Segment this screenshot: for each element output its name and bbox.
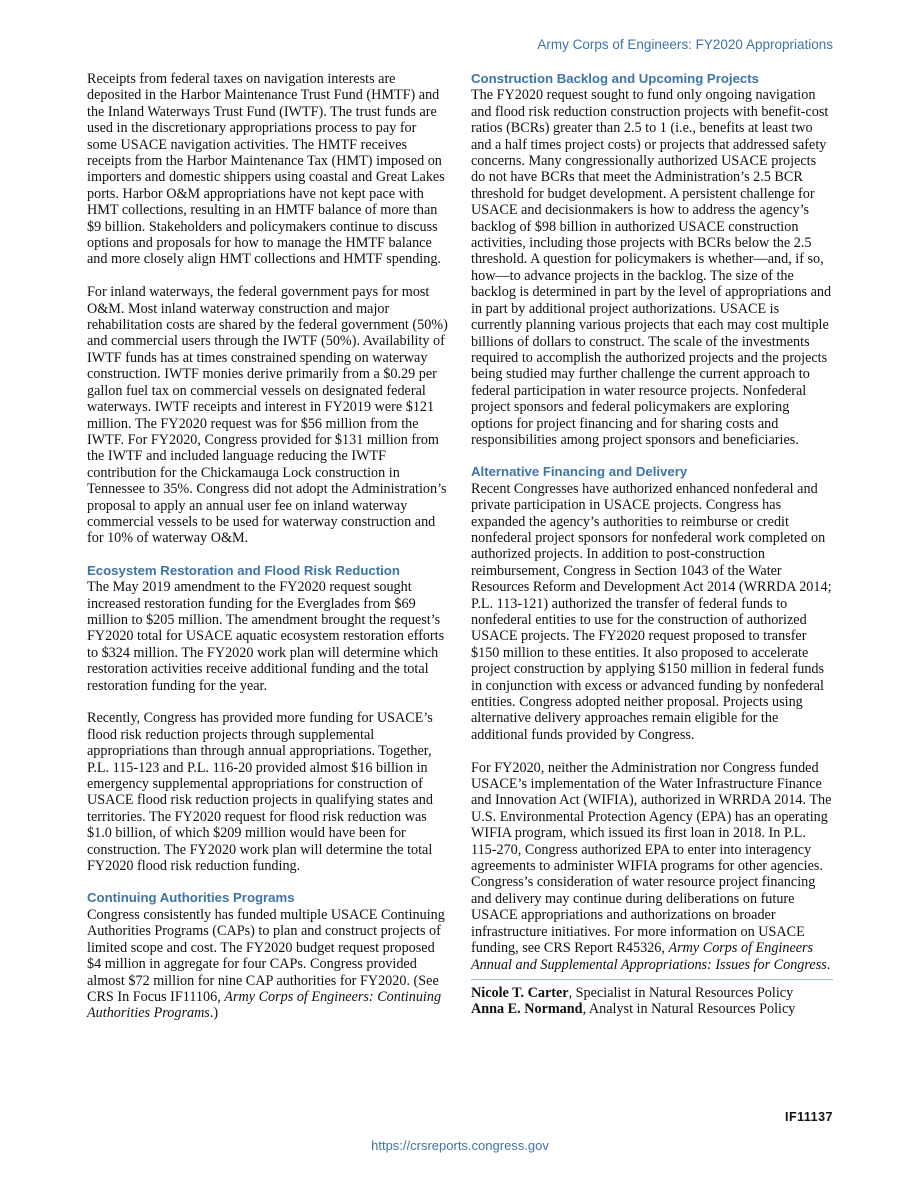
backlog-paragraph: The FY2020 request sought to fund only ongoing navigation and flood risk reduction construction projects with benefit-cost ratios (BCRs) greater than 2.5 to 1 (i.e., benefits at least two and a half times project costs) or projects that addressed safety concerns. Many congressionally authorized USACE projects do not have BCRs that meet the Administration’s 2.5 BCR threshold for budget development. A persistent challenge for USACE and decisionmakers is how to address the agency’s backlog of $98 billion in authorized USACE construction activities, including those projects with BCRs below the 2.5 threshold. A question for policymakers is whether—and, if so, how—to advance projects in the backlog. The size of the backlog is determined in part by the level of appropriations and in part by additional project authorizations. USACE is currently planning various projects that each may cost multiple billions of dollars to construct. The scale of the investments required to accomplish the authorized projects and the projects being studied may further challenge the current approach to federal participation in water resource projects. Nonfederal project sponsors and federal policymakers are exploring options for project financing and for sharing costs and responsibilities among project sponsors and beneficiaries. bbox=[471, 87, 832, 448]
cap-section bbox=[87, 890, 449, 1021]
author-title: , Specialist in Natural Resources Policy bbox=[568, 984, 794, 1001]
flood-risk-paragraph: Recently, Congress has provided more funding for USACE’s flood risk reduction projects through supplemental appropriations than through annual appropriations. Together, P.L. 115-123 and P.L. 116-20 provided almost $16 billion in emergency supplemental appropriations for construction of USACE flood risk reduction projects in qualifying states and territories. The FY2020 request for flood risk reduction was $1.0 billion, of which $209 million would have been for construction. The FY2020 work plan will determine the total FY2020 flood risk reduction funding. bbox=[87, 710, 433, 875]
financing-heading: Alternative Financing and Delivery bbox=[471, 464, 688, 480]
iwtf-paragraph: For inland waterways, the federal government pays for most O&M. Most inland waterway construction and major rehabilitation costs are shared by the federal government (50%) and commercial users through the IWTF (50%). Availability of IWTF funds has at times constrained spending on waterway construction. IWTF monies derive primarily from a $0.29 per gallon fuel tax on commercial vessels on designated federal waterways. IWTF receipts and interest in FY2019 were $121 million. The FY2020 request was for $56 million from the IWTF. For FY2020, Congress provided for $131 million from the IWTF and included language reducing the IWTF contribution for the Chickamauga Lock construction in Tennessee to 35%. Congress did not adopt the Administration’s proposal to apply an annual user fee on inland waterway commercial vessels to be used for waterway construction and for 10% of waterway O&M. bbox=[87, 284, 448, 547]
document-id: IF11137 bbox=[785, 1110, 833, 1124]
wifia-paragraph bbox=[471, 760, 833, 973]
wifia-tail: . bbox=[826, 956, 831, 973]
backlog-section bbox=[471, 71, 833, 448]
wifia-text: For FY2020, neither the Administration nor Congress funded USACE’s implementation of the Water Infrastructure Finance and Innovation Act (WIFIA), authorized in WRRDA 2014. The U.S. Environmental Protection Agency (EPA) has an operating WIFIA program, which issued its first loan in 2018. In P.L. 115-270, Congress authorized EPA to enter into interagency agreements to administer WIFIA programs for other agencies. Congress’s consideration of water resource project financing and delivery may continue during deliberations on future USACE appropriations and authorizations on broader infrastructure initiatives. For more information on USACE funding, see CRS Report R45326, bbox=[471, 759, 832, 957]
cap-citation-link[interactable]: Army Corps of Engineers: Continuing Authorities Programs bbox=[87, 988, 442, 1022]
cap-paragraph bbox=[87, 907, 449, 1022]
financing-section bbox=[471, 464, 833, 973]
ecosystem-section bbox=[87, 563, 449, 875]
running-head: Army Corps of Engineers: FY2020 Appropriations bbox=[537, 37, 833, 52]
author-name: Nicole T. Carter bbox=[471, 984, 569, 1001]
right-column bbox=[471, 71, 833, 1018]
intro-section bbox=[87, 71, 449, 547]
cap-heading: Continuing Authorities Programs bbox=[87, 890, 295, 906]
hmtf-paragraph: Receipts from federal taxes on navigation interests are deposited in the Harbor Maintenance Trust Fund (HMTF) and the Inland Waterways Trust Fund (IWTF). The trust funds are used in the discretionary appropriations process to pay for some USACE navigation activities. The HMTF receives receipts from the Harbor Maintenance Tax (HMT) imposed on importers and domestic shippers using coastal and Great Lakes ports. Harbor O&M appropriations have not kept pace with HMT collections, resulting in an HMTF balance of more than $9 billion. Stakeholders and policymakers continue to discuss options and proposals for how to manage the HMTF balance and more closely align HMT collections and HMTF spending. bbox=[87, 71, 445, 268]
footer-url-link[interactable]: https://crsreports.congress.gov bbox=[371, 1138, 549, 1153]
author-line bbox=[471, 985, 833, 1001]
backlog-heading: Construction Backlog and Upcoming Projects bbox=[471, 71, 759, 86]
author-title: , Analyst in Natural Resources Policy bbox=[582, 1001, 796, 1018]
ecosystem-paragraph: The May 2019 amendment to the FY2020 request sought increased restoration funding for the Everglades from $69 million to $205 million. The amendment brought the request’s FY2020 total for USACE aquatic ecosystem restoration efforts to $324 million. The FY2020 work plan will determine which restoration activities receive additional funding and the total restoration funding for the year. bbox=[87, 579, 445, 694]
author-name: Anna E. Normand bbox=[471, 1001, 583, 1018]
cap-text: Congress consistently has funded multiple USACE Continuing Authorities Programs (CAPs) to plan and construct projects of limited scope and cost. The FY2020 budget request proposed $4 million in aggregate for four CAPs. Congress provided almost $72 million for nine CAP authorities for FY2020. (See CRS In Focus IF11106, bbox=[87, 906, 445, 1005]
ecosystem-heading: Ecosystem Restoration and Flood Risk Reduction bbox=[87, 562, 400, 578]
financing-paragraph: Recent Congresses have authorized enhanced nonfederal and private participation in USACE projects. Congress has expanded the agency’s authorities to reimburse or credit nonfederal project sponsors for nonfederal work completed on authorized projects. In addition to post-construction reimbursement, Congress in Section 1043 of the Water Resources Reform and Development Act 2014 (WRRDA 2014; P.L. 113-121) authorized the transfer of federal funds to nonfederal entities to use for the construction of authorized USACE projects. The FY2020 request proposed to transfer $150 million to these entities. It also proposed to accelerate project construction by applying $150 million in federal funds in conjunction with excess or advanced funding by nonfederal entities. Congress adopted neither proposal. Projects using alternative delivery approaches remain eligible for the additional funds provided by Congress. bbox=[471, 480, 832, 743]
left-column bbox=[87, 71, 449, 1022]
author-block bbox=[471, 979, 833, 1018]
author-line bbox=[471, 1001, 833, 1017]
cap-tail: .) bbox=[209, 1005, 219, 1022]
wifia-citation-link[interactable]: Army Corps of Engineers Annual and Supplemental Appropriations: Issues for Congress bbox=[471, 940, 827, 973]
